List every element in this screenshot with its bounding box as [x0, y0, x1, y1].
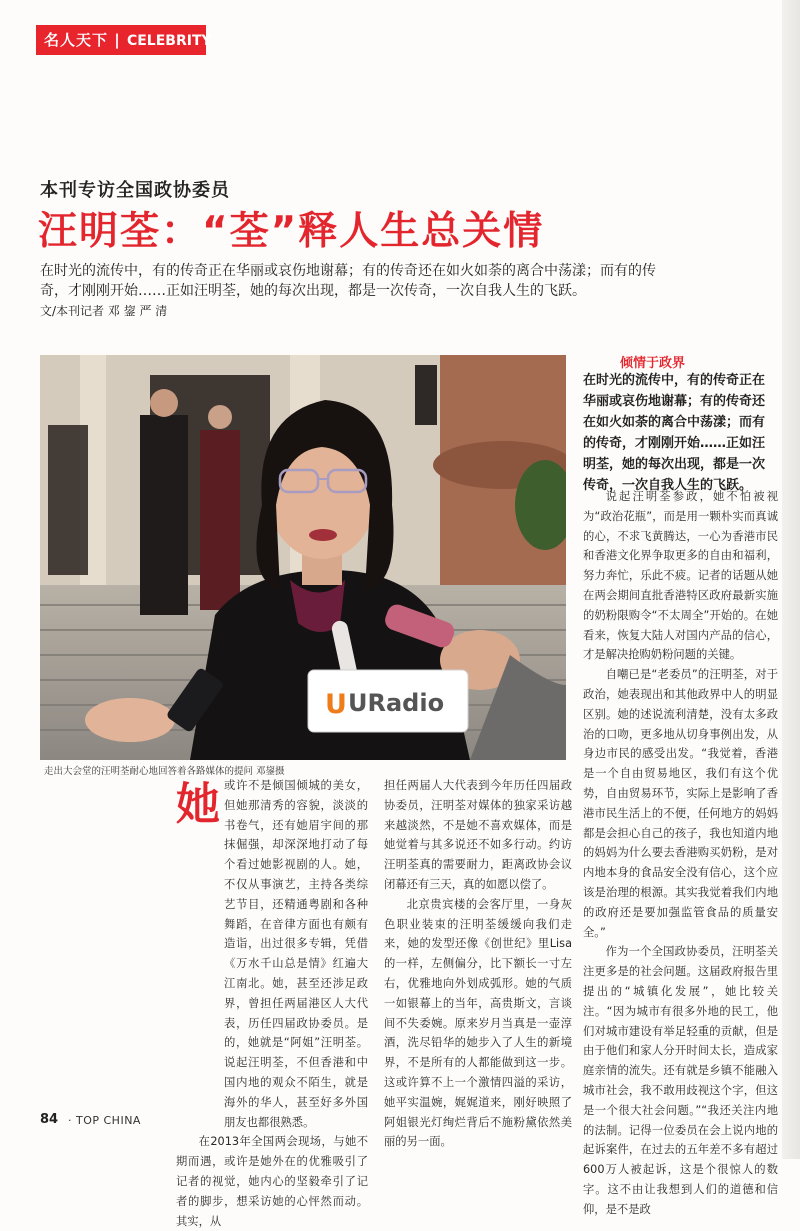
page-edge-shadow	[782, 0, 800, 1159]
mic-flag-label: URadio	[348, 689, 445, 717]
paragraph: 担任两届人大代表到今年历任四届政协委员，汪明荃对媒体的独家采访越来越淡然，不是她不喜欢媒体，而是她觉着与其多说还不如多行动。约访汪明荃真的需要耐力，距离政协会议闭幕还有三天，真的如愿以偿了。	[384, 779, 572, 891]
section-label-en: CELEBRITY	[126, 33, 212, 49]
magazine-name: · TOP CHINA	[68, 1114, 141, 1127]
body-column-left	[176, 776, 368, 1231]
article-kicker: 本刊专访全国政协委员	[40, 180, 230, 201]
pullquote-text: 在时光的流传中，有的传奇正在华丽或哀伤地谢幕；有的传奇还在如火如荼的离合中荡漾；而有的传奇，才刚刚开始……正如汪明荃，她的每次出现，都是一次传奇，一次自我人生的飞跃。	[583, 373, 766, 493]
article-photo	[40, 355, 566, 760]
dropcap: 她	[176, 779, 220, 830]
paragraph: 作为一个全国政协委员，汪明荃关注更多是的社会问题。这届政府报告里提出的“城镇化发展”，她比较关注。“因为城市有很多外地的民工，他们对城市建设有举足轻重的贡献，但是由于他们和家人分开时间太长，造成家庭亲情的流失。还有就是乡镇不能融入城市社会，我不敢用歧视这个字，但这是一个很大社会问题。”“我还关注内地的法制。记得一位委员在会上说内地的起诉案件，在过去的五年差不多有超过600万人被起诉，这是个很惊人的数字。这不由让我想到人们的道德和信仰，是不是政	[583, 945, 778, 1216]
paragraph: 在2013年全国两会现场，与她不期而遇，或许是她外在的优雅吸引了记者的视觉，她内心的坚毅牵引了记者的脚步，想采访她的心怦然而动。其实，从	[176, 1135, 368, 1228]
article-headline: 汪明荃：“荃”释人生总关情	[38, 209, 545, 254]
photo-caption: 走出大会堂的汪明荃耐心地回答着各路媒体的提问 邓鋆摄	[44, 766, 285, 777]
photo-illustration	[40, 355, 566, 760]
section-divider: |	[114, 31, 121, 49]
pullquote-heading: 倾情于政界	[620, 356, 686, 371]
body-column-right	[583, 487, 778, 1219]
paragraph: 北京贵宾楼的会客厅里，一身灰色职业装束的汪明荃缓缓向我们走来，她的发型还像《创世纪》里Lisa的一样，左侧偏分，比下额长一寸左右，优雅地向外划成弧形。她的气质一如银幕上的当年，高贵斯文，言谈间不失委婉。原来岁月当真是一壶淳酒，洗尽铅华的她步入了人生的新境界，不是所有的人都能做到这一步。这或许算不上一个激情四溢的采访，她平实温婉，娓娓道来，刚好映照了阿姐银光灯绚烂背后不施粉黛依然美丽的另一面。	[384, 897, 572, 1149]
paragraph: 或许不是倾国倾城的美女，但她那清秀的容貌，淡淡的书卷气，还有她眉宇间的那抹倔强，却深深地打动了每个看过她影视剧的人。她，不仅从事演艺，主持各类综艺节目，还精通粤剧和各种舞蹈，在音律方面也有颇有造诣，出过很多专辑，凭借《万水千山总是情》红遍大江南北。她，甚至还涉足政界，曾担任两届港区人大代表，历任四届政协委员。是的，她就是“阿姐”汪明荃。说起汪明荃，不但香港和中国内地的观众不陌生，就是海外的华人，甚至好多外国朋友也都很熟悉。	[224, 779, 368, 1129]
section-tag	[36, 25, 212, 55]
article-byline: 文/本刊记者 邓 鋆 严 清	[40, 304, 168, 318]
article-standfirst: 在时光的流传中，有的传奇正在华丽或哀伤地谢幕；有的传奇还在如火如荼的离合中荡漾；而有的传奇，才刚刚开始……正如汪明荃，她的每次出现，都是一次传奇，一次自我人生的飞跃。	[40, 263, 656, 299]
paragraph: 说起汪明荃参政，她不怕被视为“政治花瓶”，而是用一颗朴实而真诚的心，不求飞黄腾达，一心为香港市民和香港文化界争取更多的自由和福利，努力奔忙，乐此不疲。记者的话题从她在两会期间直批香港特区政府最新实施的奶粉限购令“不太周全”开始的。在她看来，恢复大陆人对国内产品的信心，才是解决抢购奶粉问题的关键。	[583, 490, 778, 662]
svg-text:U: U	[325, 689, 347, 720]
paragraph: 自嘲已是“老委员”的汪明荃，对于政治，她表现出和其他政界中人的明显区别。她的述说流利清楚，没有太多政治的口吻，更多地从切身事例出发，从身边市民的感受出发。“我觉着，香港是一个自由贸易地区，我们有这个优势，自由贸易环节，实际上是影响了香港市民生活上的不便，任何地方的妈妈都是会担心自己的孩子，我也知道内地的妈妈为什么要去香港购买奶粉，是对内地本身的食品安全没有信心，这个应该是治理的根源。其实我觉着我们内地的政府还是要加强监管食品的质量安全。”	[583, 668, 778, 939]
section-label-cn: 名人天下	[44, 31, 109, 49]
body-column-middle	[384, 776, 572, 1152]
page-number: 84	[40, 1112, 59, 1127]
